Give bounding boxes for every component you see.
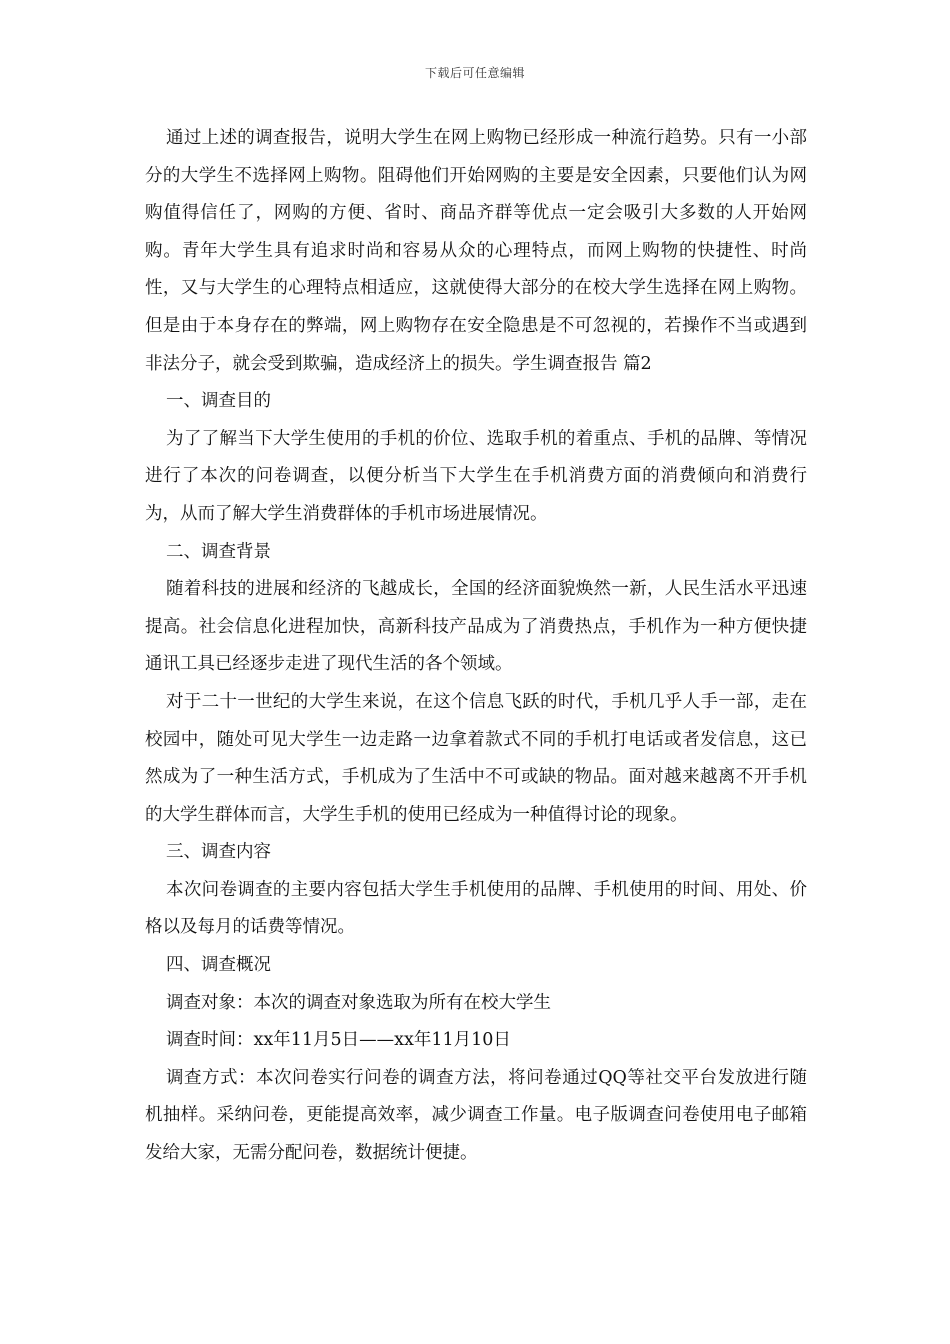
- section-heading-background: 二、调查背景: [166, 541, 271, 562]
- paragraph-survey-subject: 调查对象：本次的调查对象选取为所有在校大学生: [166, 992, 551, 1013]
- document-body: [145, 120, 807, 1173]
- section-heading-content: 三、调查内容: [166, 842, 271, 863]
- paragraph-conclusion: 通过上述的调查报告，说明大学生在网上购物已经形成一种流行趋势。只有一小部分的大学生不选择网上购物。阻碍他们开始网购的主要是安全因素，只要他们认为网购值得信任了，网购的方便、省时、商品齐群等优点一定会吸引大多数的人开始网购。青年大学生具有追求时尚和容易从众的心理特点，而网上购物的快捷性、时尚性，又与大学生的心理特点相适应，这就使得大部分的在校大学生选择在网上购物。但是由于本身存在的弊端，网上购物存在安全隐患是不可忽视的，若操作不当或遇到非法分子，就会受到欺骗，造成经济上的损失。学生调查报告 篇2: [145, 128, 807, 374]
- paragraph-background-2: 对于二十一世纪的大学生来说，在这个信息飞跃的时代，手机几乎人手一部，走在校园中，随处可见大学生一边走路一边拿着款式不同的手机打电话或者发信息，这已然成为了一种生活方式，手机成为了生活中不可或缺的物品。面对越来越离不开手机的大学生群体而言，大学生手机的使用已经成为一种值得讨论的现象。: [145, 691, 807, 825]
- paragraph-content: 本次问卷调查的主要内容包括大学生手机使用的品牌、手机使用的时间、用处、价格以及每月的话费等情况。: [145, 879, 807, 938]
- page-header: 下载后可任意编辑: [424, 66, 525, 80]
- section-heading-overview: 四、调查概况: [166, 955, 271, 976]
- paragraph-purpose: 为了了解当下大学生使用的手机的价位、选取手机的着重点、手机的品牌、等情况进行了本次的问卷调查，以便分析当下大学生在手机消费方面的消费倾向和消费行为，从而了解大学生消费群体的手机市场进展情况。: [145, 428, 807, 524]
- paragraph-survey-method: 调查方式：本次问卷实行问卷的调查方法，将问卷通过QQ等社交平台发放进行随机抽样。采纳问卷，更能提高效率，减少调查工作量。电子版调查问卷使用电子邮箱发给大家，无需分配问卷，数据统计便捷。: [145, 1067, 807, 1164]
- paragraph-background-1: 随着科技的进展和经济的飞越成长，全国的经济面貌焕然一新，人民生活水平迅速提高。社会信息化进程加快，高新科技产品成为了消费热点，手机作为一种方便快捷通讯工具已经逐步走进了现代生活的各个领域。: [145, 579, 807, 675]
- section-heading-purpose: 一、调查目的: [166, 391, 271, 412]
- paragraph-survey-time: 调查时间：xx年11月5日——xx年11月10日: [166, 1030, 511, 1051]
